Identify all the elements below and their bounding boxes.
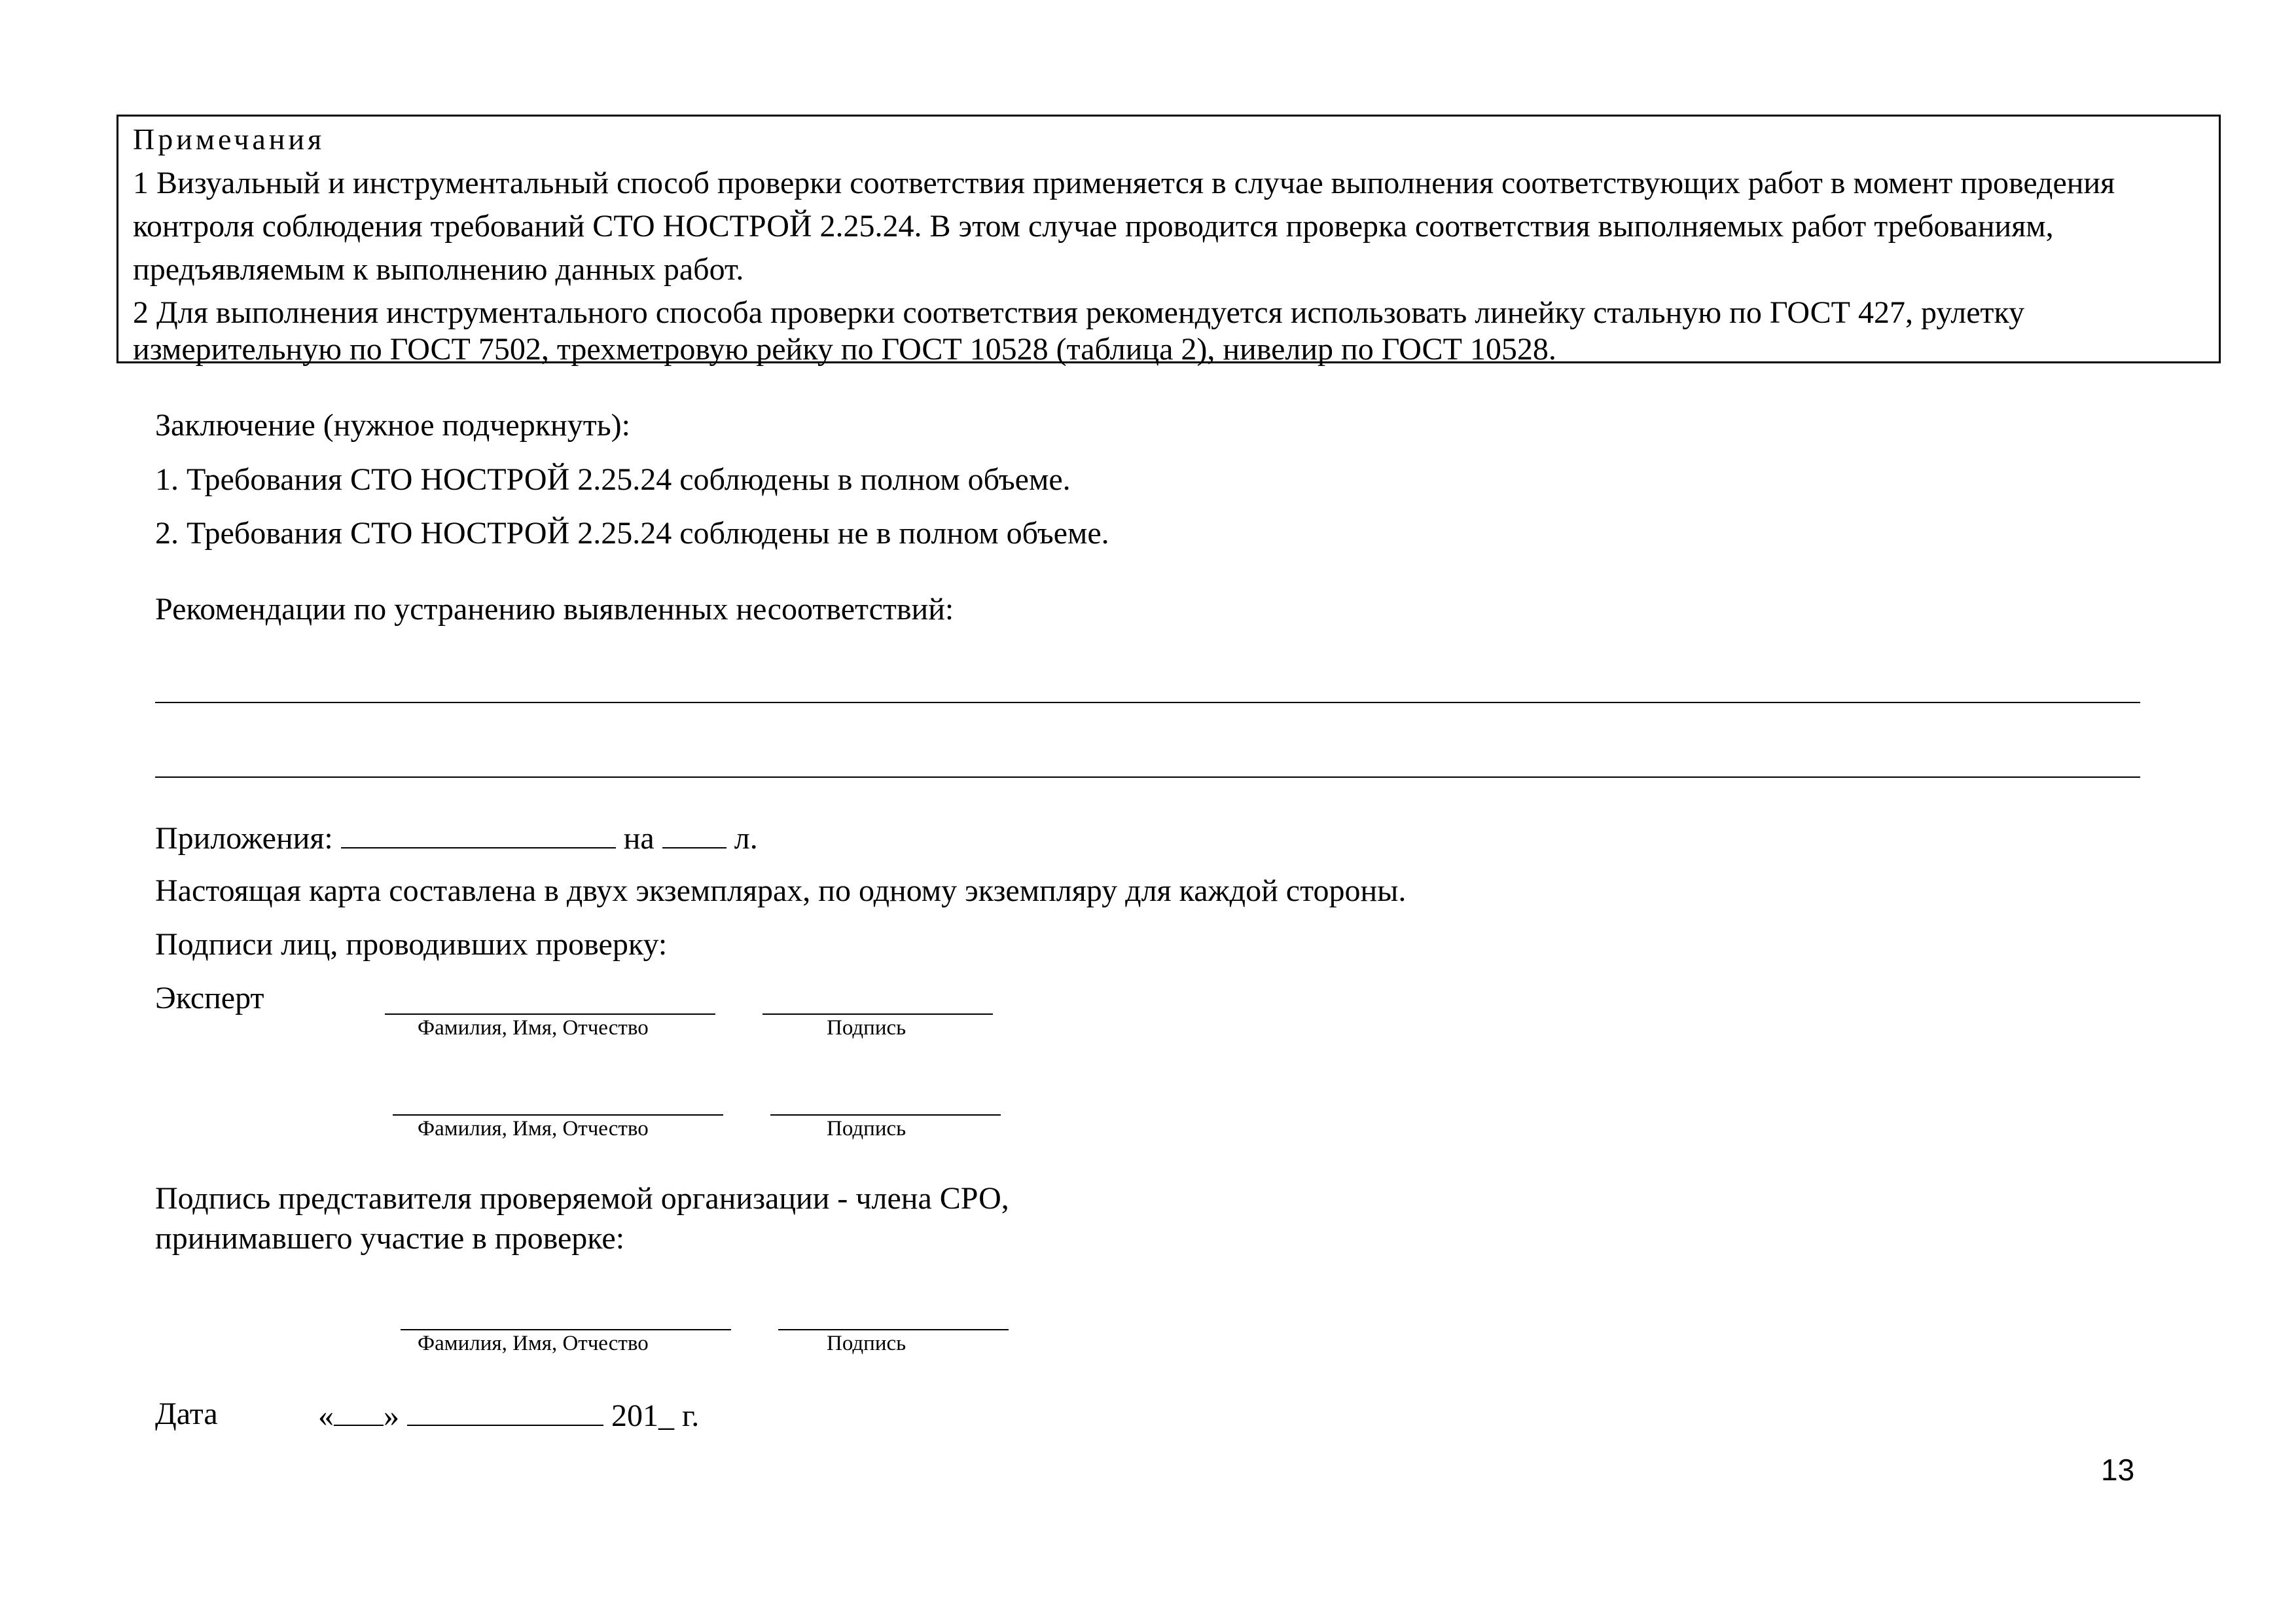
expert-1-signature-line[interactable] — [762, 1013, 993, 1015]
page-number: 13 — [2101, 1453, 2135, 1487]
expert-label: Эксперт — [155, 981, 264, 1015]
attachments-label: Приложения: — [155, 821, 333, 856]
expert-2-signature-line[interactable] — [770, 1114, 1001, 1116]
notes-line-5: измерительную по ГОСТ 7502, трехметровую рейку по ГОСТ 10528 (таблица 2), нивелир по ГОСТ 10528. — [133, 332, 1556, 367]
date-row — [318, 1396, 699, 1434]
expert-1-name-caption: Фамилия, Имя, Отчество — [418, 1016, 649, 1040]
date-close-quote: » — [384, 1398, 399, 1433]
attachments-row — [155, 818, 758, 856]
org-rep-line-2: принимавшего участие в проверке: — [155, 1221, 625, 1256]
conclusion-option-1[interactable]: 1. Требования СТО НОСТРОЙ 2.25.24 соблюдены в полном объеме. — [155, 462, 1071, 497]
attachments-blank[interactable] — [341, 818, 616, 848]
expert-1-name-line[interactable] — [385, 1013, 715, 1015]
notes-title: Примечания — [133, 122, 325, 156]
date-year: 201_ г. — [611, 1398, 700, 1433]
notes-line-3: предъявляемым к выполнению данных работ. — [133, 252, 744, 287]
recommendations-line-1[interactable] — [155, 702, 2140, 703]
org-rep-signature-caption: Подпись — [827, 1332, 906, 1355]
notes-line-1: 1 Визуальный и инструментальный способ проверки соответствия применяется в случае выполнения соответствующих работ в момент проведения — [133, 166, 2115, 200]
signatures-heading: Подписи лиц, проводивших проверку: — [155, 927, 668, 962]
notes-box — [117, 115, 2221, 367]
attachments-sheets: л. — [734, 821, 758, 856]
conclusion-option-2[interactable]: 2. Требования СТО НОСТРОЙ 2.25.24 соблюдены не в полном объеме. — [155, 516, 1109, 551]
conclusion-heading: Заключение (нужное подчеркнуть): — [155, 408, 630, 443]
copies-note: Настоящая карта составлена в двух экземплярах, по одному экземпляру для каждой стороны. — [155, 873, 1407, 908]
attachments-sheets-blank[interactable] — [662, 818, 726, 848]
date-open-quote: « — [318, 1398, 334, 1433]
expert-2-signature-caption: Подпись — [827, 1117, 906, 1140]
org-rep-name-line[interactable] — [401, 1329, 731, 1330]
expert-2-name-line[interactable] — [393, 1114, 723, 1116]
recommendations-heading: Рекомендации по устранению выявленных несоответствий: — [155, 592, 954, 627]
notes-line-2: контроля соблюдения требований СТО НОСТРОЙ 2.25.24. В этом случае проводится проверка соответствия выполняемых работ требованиям, — [133, 209, 2054, 244]
expert-2-name-caption: Фамилия, Имя, Отчество — [418, 1117, 649, 1140]
expert-1-signature-caption: Подпись — [827, 1016, 906, 1040]
date-month-blank[interactable] — [407, 1396, 603, 1426]
org-rep-signature-line[interactable] — [778, 1329, 1009, 1330]
date-day-blank[interactable] — [334, 1396, 384, 1426]
org-rep-line-1: Подпись представителя проверяемой организации - члена СРО, — [155, 1181, 1009, 1216]
recommendations-line-2[interactable] — [155, 776, 2140, 778]
date-label: Дата — [155, 1396, 218, 1431]
org-rep-name-caption: Фамилия, Имя, Отчество — [418, 1332, 649, 1355]
notes-line-4: 2 Для выполнения инструментального способа проверки соответствия рекомендуется использовать линейку стальную по ГОСТ 427, рулетку — [133, 295, 2025, 330]
attachments-on: на — [623, 821, 655, 856]
